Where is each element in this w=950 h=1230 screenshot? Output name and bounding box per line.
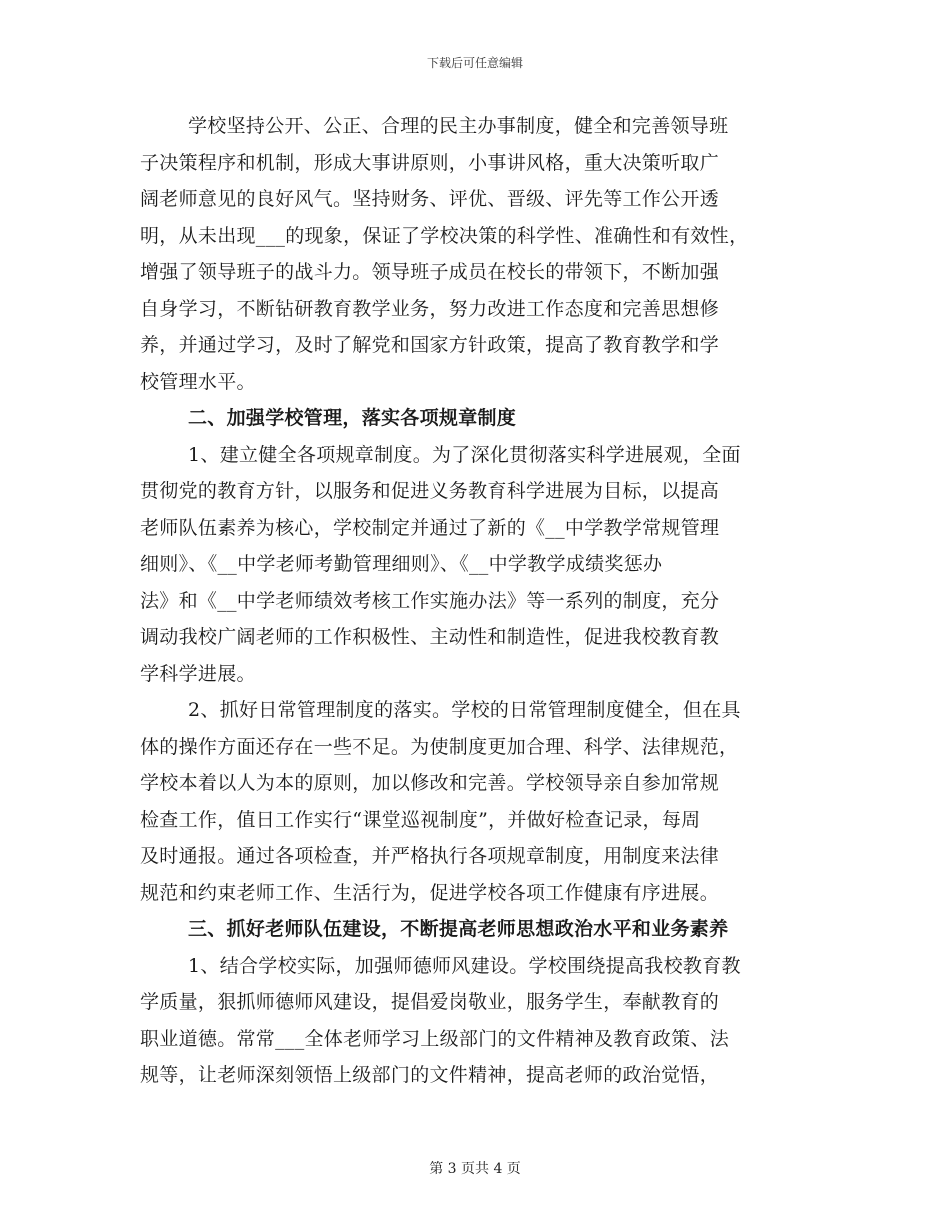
paragraph-line: 细则》、《__中学老师考勤管理细则》、《__中学教学成绩奖惩办	[140, 553, 663, 575]
paragraph-line: 明，从未出现___的现象，保证了学校决策的科学性、准确性和有效性，	[140, 224, 749, 247]
paragraph-line: 检查工作，值日工作实行“课堂巡视制度”，并做好检查记录，每周	[140, 808, 701, 831]
paragraph-line: 职业道德。常常___全体老师学习上级部门的文件精神及教育政策、法	[140, 1027, 730, 1050]
paragraph-line: 学质量，狠抓师德师风建设，提倡爱岗敬业，服务学生，奉献教育的	[140, 991, 720, 1013]
section-heading: 三、抓好老师队伍建设，不断提高老师思想政治水平和业务素养	[188, 918, 729, 940]
paragraph-line: 贯彻党的教育方针，以服务和促进义务教育科学进展为目标，以提高	[140, 480, 720, 502]
paragraph-line: 2、抓好日常管理制度的落实。学校的日常管理制度健全，但在具	[188, 699, 741, 721]
paragraph-line: 1、建立健全各项规章制度。为了深化贯彻落实科学进展观，全面	[188, 443, 741, 466]
paragraph-line: 增强了领导班子的战斗力。领导班子成员在校长的带领下，不断加强	[140, 261, 720, 283]
paragraph-line: 养，并通过学习，及时了解党和国家方针政策，提高了教育教学和学	[140, 334, 720, 356]
document-body	[140, 108, 812, 1094]
paragraph-line: 校管理水平。	[140, 370, 256, 393]
paragraph-line: 法》和《__中学老师绩效考核工作实施办法》等一系列的制度，充分	[140, 589, 720, 612]
paragraph-line: 学科学进展。	[140, 662, 256, 685]
paragraph-line: 规等，让老师深刻领悟上级部门的文件精神，提高老师的政治觉悟，	[140, 1064, 720, 1086]
paragraph-line: 规范和约束老师工作、生活行为，促进学校各项工作健康有序进展。	[140, 881, 720, 904]
page-footer: 第 3 页共 4 页	[429, 1161, 521, 1177]
paragraph-line: 调动我校广阔老师的工作积极性、主动性和制造性，促进我校教育教	[140, 626, 720, 648]
paragraph-line: 1、结合学校实际，加强师德师风建设。学校围绕提高我校教育教	[188, 954, 741, 977]
paragraph-line: 及时通报。通过各项检查，并严格执行各项规章制度，用制度来法律	[140, 845, 720, 867]
paragraph-line: 子决策程序和机制，形成大事讲原则，小事讲风格，重大决策听取广	[140, 151, 720, 174]
page-header: 下载后可任意编辑	[426, 56, 523, 70]
paragraph-line: 学校坚持公开、公正、合理的民主办事制度，健全和完善领导班	[188, 115, 729, 137]
paragraph-line: 阔老师意见的良好风气。坚持财务、评优、晋级、评先等工作公开透	[140, 188, 720, 210]
paragraph-line: 老师队伍素养为核心，学校制定并通过了新的《__中学教学常规管理	[140, 516, 720, 539]
paragraph-line: 学校本着以人为本的原则，加以修改和完善。学校领导亲自参加常规	[140, 772, 720, 794]
paragraph-line: 自身学习，不断钻研教育教学业务，努力改进工作态度和完善思想修	[140, 297, 720, 320]
paragraph-line: 体的操作方面还存在一些不足。为使制度更加合理、科学、法律规范，	[140, 735, 739, 758]
section-heading: 二、加强学校管理，落实各项规章制度	[188, 407, 517, 429]
